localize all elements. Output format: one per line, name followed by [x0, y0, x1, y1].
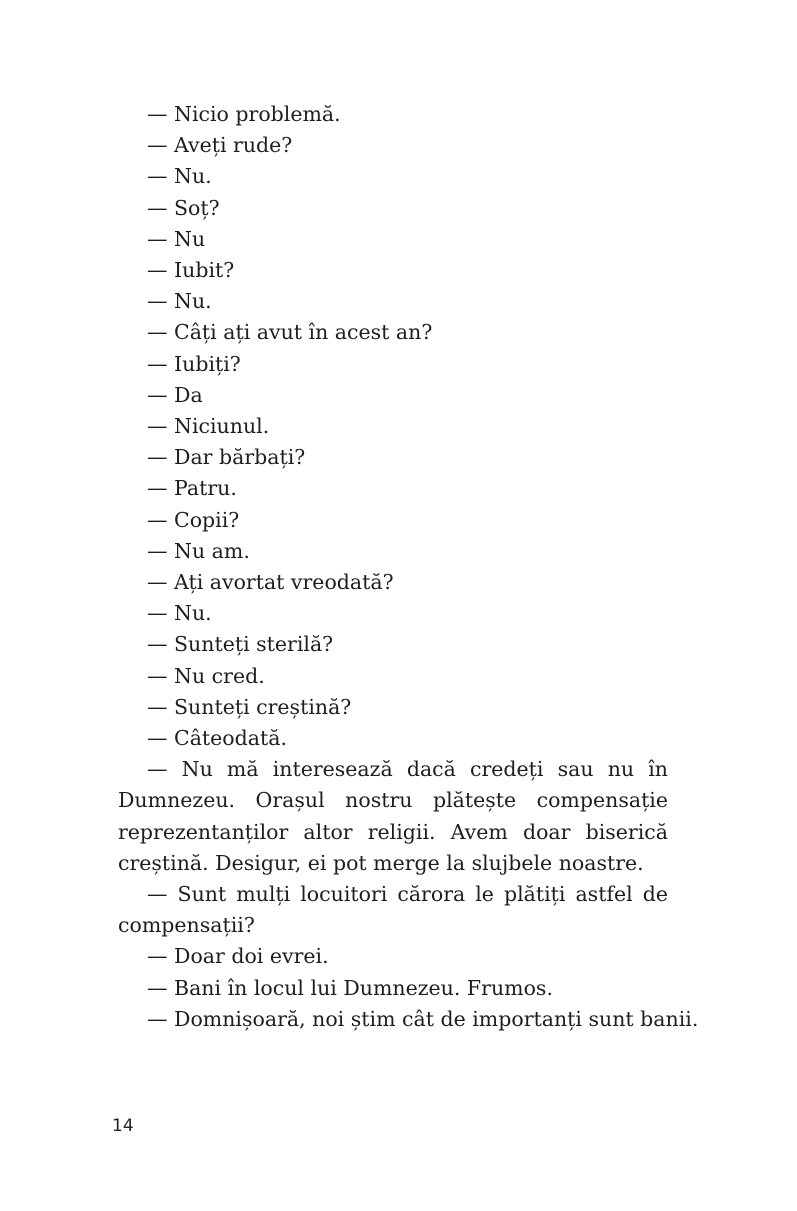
paragraph: — Sunt mulți locuitori cărora le plătiți astfel de compensații?	[118, 882, 668, 938]
dialogue-line: — Nu am.	[147, 538, 250, 563]
dialogue-line: — Nu.	[147, 164, 212, 189]
dialogue-line: — Sunteți sterilă?	[147, 632, 334, 657]
dialogue-line: — Nu	[147, 226, 206, 251]
paragraph: — Nu mă interesează dacă credeți sau nu în Dumnezeu. Orașul nostru plătește compensație reprezentanților altor religii. Avem doar biserică creștină. Desigur, ei pot merge la slujbele noastre.	[118, 757, 668, 875]
dialogue-line: — Câți ați avut în acest an?	[147, 320, 433, 345]
dialogue-line: — Niciunul.	[147, 414, 270, 439]
dialogue-line: — Bani în locul lui Dumnezeu. Frumos.	[147, 975, 553, 1000]
dialogue-line: — Patru.	[147, 476, 237, 501]
dialogue-line: — Nu.	[147, 289, 212, 314]
dialogue-line: — Nu cred.	[147, 663, 265, 688]
dialogue-line: — Aveți rude?	[147, 133, 293, 158]
dialogue-line: — Da	[147, 382, 203, 407]
page-number: 14	[112, 1116, 134, 1136]
dialogue-line: — Sunteți creștină?	[147, 694, 352, 719]
dialogue-line: — Iubit?	[147, 258, 235, 283]
dialogue-line: — Nu.	[147, 601, 212, 626]
dialogue-line: — Iubiți?	[147, 351, 241, 376]
dialogue-line: — Câteodată.	[147, 726, 287, 751]
page-body	[118, 99, 699, 1035]
dialogue-line: — Dar bărbați?	[147, 445, 306, 470]
dialogue-line: — Nicio problemă.	[147, 102, 341, 126]
dialogue-line: — Doar doi evrei.	[147, 944, 329, 969]
dialogue-line: — Copii?	[147, 507, 240, 532]
dialogue-line: — Ați avortat vreodată?	[147, 570, 394, 595]
dialogue-line: — Soț?	[147, 195, 220, 220]
dialogue-line: — Domnișoară, noi știm cât de importanți sunt banii.	[147, 1006, 699, 1031]
